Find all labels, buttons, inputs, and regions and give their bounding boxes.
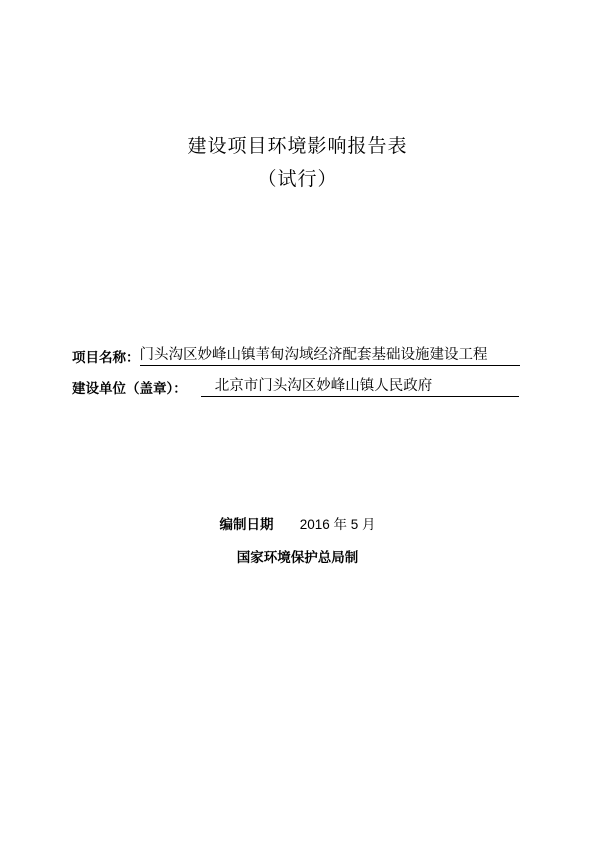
report-subtitle: （试行）: [257, 168, 338, 190]
project-name-value: 门头沟区妙峰山镇苇甸沟域经济配套基础设施建设工程: [140, 343, 520, 366]
issuer-line: 国家环境保护总局制: [236, 550, 359, 566]
project-name-row: [72, 343, 520, 366]
report-title: 建设项目环境影响报告表: [187, 135, 408, 157]
compile-date-value: 2016 年 5 月: [299, 517, 376, 532]
builder-label: 建设单位（盖章）：: [72, 381, 187, 397]
compile-date-label: 编制日期: [219, 517, 274, 533]
builder-row: [72, 374, 519, 397]
compile-date-line: [0, 513, 595, 533]
project-name-label: 项目名称：: [72, 350, 140, 366]
builder-value: 北京市门头沟区妙峰山镇人民政府: [201, 374, 519, 397]
